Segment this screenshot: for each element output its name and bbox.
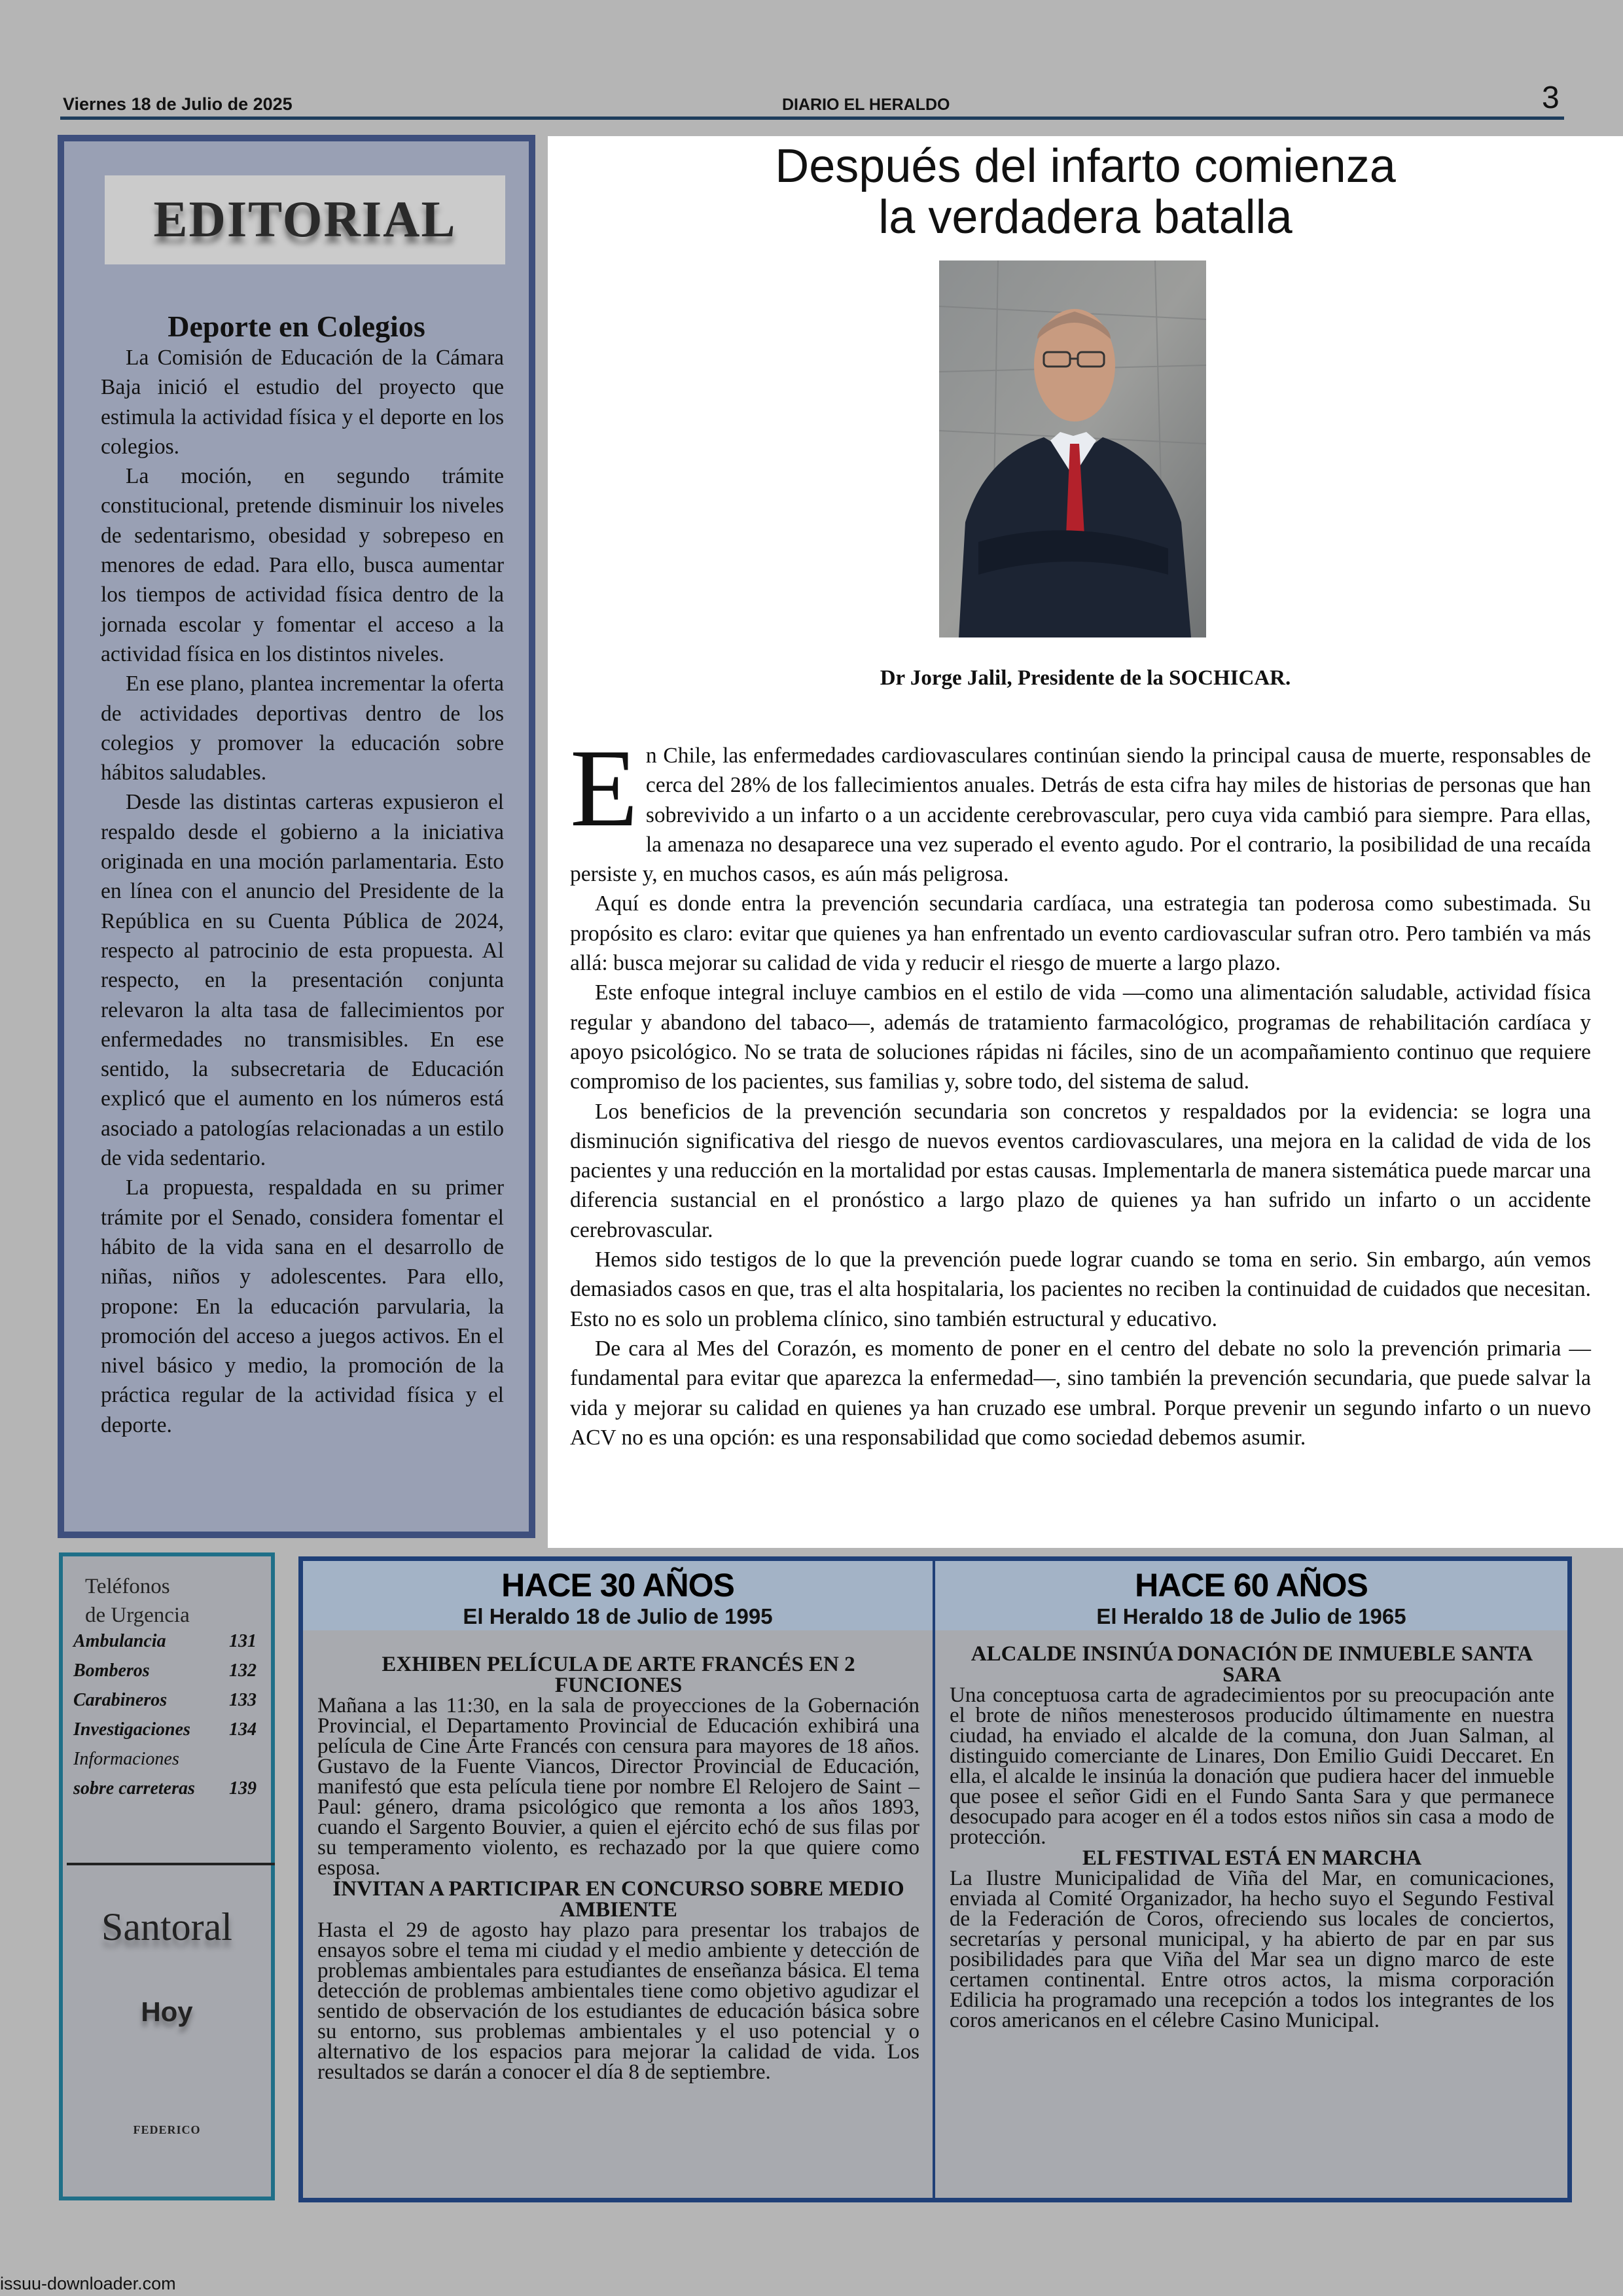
phones-title-line: de Urgencia <box>85 1604 190 1627</box>
story-body: Una conceptuosa carta de agradecimientos por su preocupación ante el brote de niños menesterosos producido últimamente en nuestra ciudad, ha enviado el alcalde de la comuna, don Juan Salman, al distinguido comerciante de Linares, Don Emilio Guidi Deccaret. En ella, el alcalde le insinúa la donación que pudiera hacer del inmueble que posee el señor Gidi en el Fundo Santa Sara y que permanece desocupado para acoger en él a todos estos niños sin casa a modo de protección. <box>950 1683 1554 1849</box>
photo-caption: Dr Jorge Jalil, Presidente de la SOCHICAR. <box>880 666 1291 690</box>
phone-label: Bomberos <box>73 1660 150 1681</box>
history-story <box>317 1654 919 2083</box>
phone-label: Ambulancia <box>73 1631 166 1651</box>
phone-number: 133 <box>229 1690 257 1710</box>
story-body: Mañana a las 11:30, en la sala de proyecciones de la Gobernación Provincial, el Departamento Provincial de Educación exhibirá una película de Cine Arte Francés con censura para mayores de 18 años. Gustavo de la Fuente Viancos, Director Provincial de Educación, manifestó que esta película tiene por nombre El Relojero de Saint – Paul: género, drama psicológico que remonta a los años 1893, cuando el Sargento Bouvier, a quien el ejército echó de sus filas por su temperamento violento, es rechazado por la que quiere como esposa. <box>317 1694 919 1880</box>
main-article <box>548 136 1623 1548</box>
hace-60-header <box>935 1561 1567 1630</box>
santoral-name: FEDERICO <box>133 2123 201 2136</box>
hace-30-subtitle: El Heraldo 18 de Julio de 1995 <box>463 1604 773 1628</box>
article-paragraph-text: n Chile, las enfermedades cardiovasculares continúan siendo la principal causa de muerte, responsables de cerca del 28% de los fallecimientos anuales. Detrás de esta cifra hay miles de historias de personas que han sobrevivido a un infarto o a un accidente cerebrovascular, pero cuya vida cambió para siempre. Para ellas, la amenaza no desaparece una vez superado el evento agudo. Por el contrario, la posibilidad de una recaída persiste y, en muchos casos, es aún más peligrosa. <box>570 744 1591 887</box>
phones-title <box>85 1572 190 1630</box>
phone-label: Carabineros <box>73 1690 168 1710</box>
phone-number: 139 <box>229 1778 257 1799</box>
santoral-today: Hoy <box>141 1996 193 2027</box>
hace-30-column <box>303 1561 933 2198</box>
drop-cap: E <box>570 726 638 850</box>
author-photo <box>939 260 1206 637</box>
story-headline: EL FESTIVAL ESTÁ EN MARCHA <box>1082 1846 1422 1870</box>
hace-60-title: HACE 60 AÑOS <box>1135 1567 1368 1604</box>
article-paragraph: Hemos sido testigos de lo que la prevención puede lograr cuando se toma en serio. Sin embargo, aún vemos demasiados casos en que, tras el alta hospitalaria, los pacientes no reciben la continuidad de cuidados que necesitan. Esto no es solo un problema clínico, sino también estructural y educativo. <box>570 1247 1591 1331</box>
editorial-paragraph: La propuesta, respaldada en su primer trámite por el Senado, considera fomentar el hábito de la vida sana en el desarrollo de niñas, niños y adolescentes. Para ello, propone: En la educación parvularia, la promoción del acceso a juegos activos. En el nivel básico y medio, la promoción de la práctica regular de la actividad física y el deporte. <box>101 1175 504 1437</box>
editorial-body <box>101 343 504 1440</box>
header-rule <box>60 117 1564 120</box>
phone-number: 132 <box>229 1660 257 1681</box>
phone-info-label: Informaciones <box>73 1749 179 1769</box>
article-body <box>570 726 1591 1452</box>
story-headline: EXHIBEN PELÍCULA DE ARTE FRANCÉS EN 2 FUNCIONES <box>382 1653 855 1697</box>
phone-row <box>73 1719 264 1740</box>
story-headline: INVITAN A PARTICIPAR EN CONCURSO SOBRE MEDIO AMBIENTE <box>332 1877 904 1922</box>
article-title-line: Después del infarto comienza <box>775 140 1396 192</box>
santoral-title: Santoral <box>101 1905 232 1948</box>
editorial-paragraph: En ese plano, plantea incrementar la oferta de actividades deportivas dentro de los colegios y promover la educación sobre hábitos saludables. <box>101 672 504 785</box>
editorial-label: EDITORIAL <box>153 190 457 247</box>
phone-label: sobre carreteras <box>73 1778 195 1799</box>
history-story <box>950 1643 1554 2031</box>
page-number: 3 <box>1542 81 1560 115</box>
editorial-paragraph: Desde las distintas carteras expusieron el respaldo desde el gobierno a la iniciativa originada en una moción parlamentaria. Esto en línea con el anuncio del Presidente de la República en su Cuenta Pública de 2024, respecto al patrocinio de esta propuesta. Al respecto, en la presentación conjunta relevaron la alta tasa de fallecimientos por enfermedades no transmisibles. En ese sentido, la subsecretaria de Educación explicó que el aumento en los números está asociado a patologías relacionadas a un estilo de vida sedentario. <box>101 790 504 1171</box>
article-paragraph: Aquí es donde entra la prevención secundaria cardíaca, una estrategia tan poderosa como subestimada. Su propósito es claro: evitar que quienes ya han enfrentado un evento cardiovascular sufran otro. Pero también va más allá: busca mejorar su calidad de vida y reducir el riesgo de muerte a largo plazo. <box>570 891 1591 976</box>
phone-number: 134 <box>229 1719 257 1740</box>
story-body: Hasta el 29 de agosto hay plazo para presentar los trabajos de ensayos sobre el tema mi ciudad y el medio ambiente y detección de problemas ambientales para estudiantes de enseñanza básica. El tema detección de problemas ambientales tiene como objetivo agudizar el sentido de observación de los estudiantes de educación básica sobre su entorno, sus problemas ambientales y el uso potencial y o alternativo de los espacios para mejorar la calidad de vida. Los resultados se darán a conocer el día 8 de septiembre. <box>317 1918 919 2084</box>
article-paragraph-first <box>570 726 1591 889</box>
history-section <box>298 1556 1572 2202</box>
editorial-paragraph: La moción, en segundo trámite constitucional, pretende disminuir los niveles de sedentarismo, obesidad y sobrepeso en menores de edad. Para ello, busca aumentar los tiempos de actividad física dentro de la jornada escolar y fomentar el acceso a la actividad física en los distintos niveles. <box>101 464 504 666</box>
watermark: issuu-downloader.com <box>0 2274 176 2293</box>
article-paragraph: De cara al Mes del Corazón, es momento de poner en el centro del debate no solo la prevención primaria —fundamental para evitar que aparezca la enfermedad—, sino también la prevención secundaria, que puede salvar la vida y mejorar su calidad en quienes ya han cruzado ese umbral. Porque prevenir un segundo infarto o un nuevo ACV no es una opción: es una responsabilidad que como sociedad debemos asumir. <box>570 1336 1591 1450</box>
phone-row <box>73 1778 264 1799</box>
phone-row <box>73 1690 264 1711</box>
hace-60-column <box>935 1561 1567 2198</box>
article-title <box>548 141 1623 243</box>
editorial-label-box <box>105 175 505 264</box>
sidebar-divider <box>67 1863 275 1865</box>
phone-row <box>73 1631 264 1652</box>
article-paragraph: Los beneficios de la prevención secundaria son concretos y respaldados por la evidencia: se logra una disminución significativa del riesgo de nuevos eventos cardiovasculares, una mejora en la calidad de vida de los pacientes y una reducción en la mortalidad por estas causas. Implementarla de manera sistemática puede marcar una diferencia sustancial en el pronóstico a largo plazo de quienes ya han sufrido un infarto o un accidente cerebrovascular. <box>570 1099 1591 1242</box>
phones-frame <box>59 1552 275 2200</box>
editorial-heading: Deporte en Colegios <box>168 310 425 343</box>
story-headline: ALCALDE INSINÚA DONACIÓN DE INMUEBLE SANTA SARA <box>971 1642 1533 1687</box>
issue-date: Viernes 18 de Julio de 2025 <box>63 94 293 114</box>
article-paragraph: Este enfoque integral incluye cambios en el estilo de vida —como una alimentación saludable, actividad física regular y abandono del tabaco—, además de tratamiento farmacológico, programas de rehabilitación cardíaca y apoyo psicológico. No se trata de soluciones rápidas ni fáciles, sino de un acompañamiento continuo que requiere compromiso de los pacientes, sus familias y, sobre todo, del sistema de salud. <box>570 980 1591 1094</box>
phone-number: 131 <box>229 1631 257 1651</box>
newspaper-name: DIARIO EL HERALDO <box>782 96 950 114</box>
hace-30-header <box>303 1561 933 1630</box>
editorial-column <box>58 135 535 1538</box>
editorial-paragraph: La Comisión de Educación de la Cámara Baja inició el estudio del proyecto que estimula la actividad física y el deporte en los colegios. <box>101 346 504 459</box>
sidebar-box <box>59 1552 275 2200</box>
story-body: La Ilustre Municipalidad de Viña del Mar, en comunicaciones, enviada al Comité Organizador, ha hecho suyo el Segundo Festival de la Federación de Coros, ofreciendo sus locales de conciertos, secretarías y personal municipal, y ha abierto de par en par sus posibilidades para que Viña del Mar sea un digno marco de este certamen continental. Entre otros actos, la misma corporación Edilicia ha programado una recepción a todos los integrantes de los coros americanos en el célebre Casino Municipal. <box>950 1867 1554 2032</box>
phone-label: Investigaciones <box>73 1719 190 1740</box>
article-title-line: la verdadera batalla <box>878 190 1293 243</box>
phones-title-line: Teléfonos <box>85 1575 170 1598</box>
hace-60-subtitle: El Heraldo 18 de Julio de 1965 <box>1096 1604 1406 1628</box>
hace-30-title: HACE 30 AÑOS <box>501 1567 734 1604</box>
phone-row <box>73 1660 264 1681</box>
